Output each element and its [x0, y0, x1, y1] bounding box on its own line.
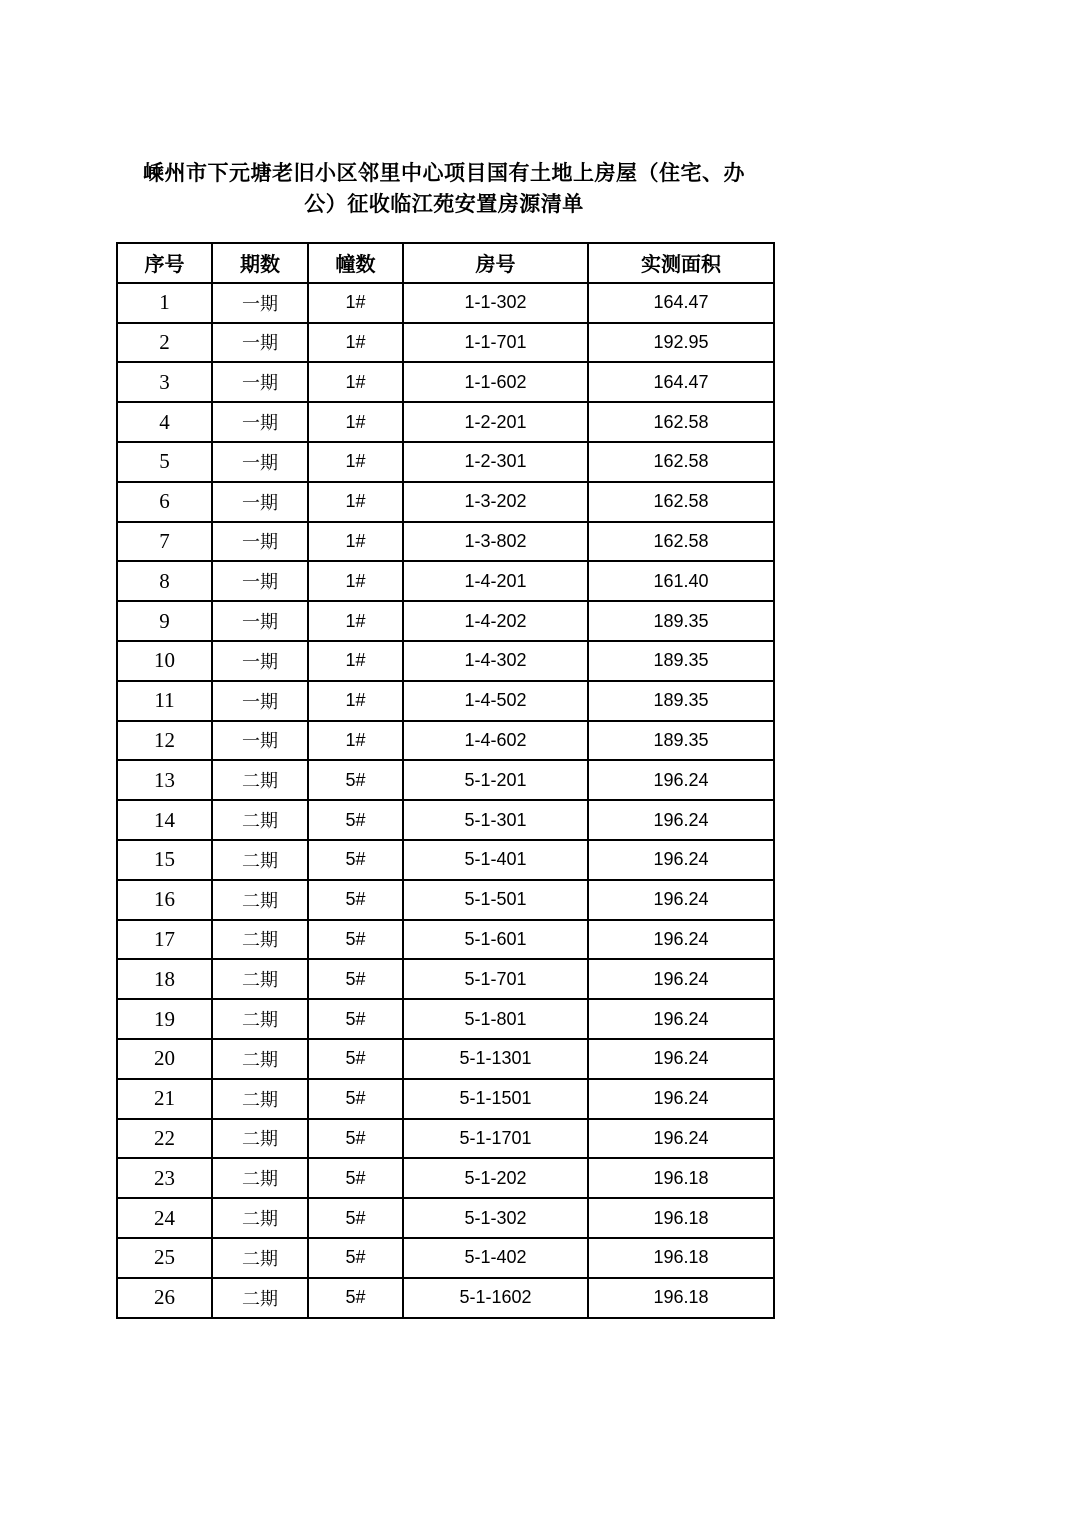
cell-seq: 21	[117, 1079, 212, 1119]
cell-room: 5-1-501	[403, 880, 588, 920]
table-row	[117, 880, 774, 920]
cell-phase: 二期	[212, 1238, 308, 1278]
cell-phase: 一期	[212, 362, 308, 402]
header-building: 幢数	[308, 243, 403, 283]
cell-seq: 15	[117, 840, 212, 880]
cell-area: 196.24	[588, 1039, 774, 1079]
cell-building: 5#	[308, 999, 403, 1039]
cell-building: 1#	[308, 362, 403, 402]
cell-seq: 4	[117, 402, 212, 442]
cell-seq: 1	[117, 283, 212, 323]
table-header	[117, 243, 774, 283]
table-row	[117, 641, 774, 681]
table-row	[117, 760, 774, 800]
cell-area: 196.18	[588, 1158, 774, 1198]
table-row	[117, 840, 774, 880]
cell-room: 5-1-402	[403, 1238, 588, 1278]
cell-area: 189.35	[588, 681, 774, 721]
cell-seq: 25	[117, 1238, 212, 1278]
table-row	[117, 561, 774, 601]
table-row	[117, 323, 774, 363]
cell-phase: 一期	[212, 283, 308, 323]
cell-room: 1-4-602	[403, 721, 588, 761]
cell-building: 5#	[308, 959, 403, 999]
cell-area: 162.58	[588, 522, 774, 562]
cell-phase: 二期	[212, 920, 308, 960]
cell-seq: 9	[117, 601, 212, 641]
cell-area: 162.58	[588, 402, 774, 442]
cell-building: 1#	[308, 601, 403, 641]
cell-room: 5-1-301	[403, 800, 588, 840]
header-row	[117, 243, 774, 283]
cell-building: 5#	[308, 800, 403, 840]
cell-building: 1#	[308, 402, 403, 442]
cell-phase: 一期	[212, 323, 308, 363]
cell-room: 5-1-1301	[403, 1039, 588, 1079]
cell-seq: 17	[117, 920, 212, 960]
table-row	[117, 283, 774, 323]
cell-seq: 3	[117, 362, 212, 402]
cell-phase: 二期	[212, 880, 308, 920]
cell-area: 189.35	[588, 641, 774, 681]
table-row	[117, 362, 774, 402]
table-row	[117, 1119, 774, 1159]
cell-room: 5-1-401	[403, 840, 588, 880]
header-area: 实测面积	[588, 243, 774, 283]
cell-room: 1-2-201	[403, 402, 588, 442]
cell-phase: 一期	[212, 721, 308, 761]
cell-area: 196.24	[588, 999, 774, 1039]
cell-phase: 二期	[212, 1278, 308, 1318]
cell-room: 5-1-701	[403, 959, 588, 999]
title-line-2: 公）征收临江苑安置房源清单	[304, 192, 584, 216]
cell-area: 189.35	[588, 721, 774, 761]
cell-area: 196.18	[588, 1238, 774, 1278]
cell-seq: 20	[117, 1039, 212, 1079]
cell-building: 1#	[308, 561, 403, 601]
cell-phase: 一期	[212, 522, 308, 562]
document-title	[116, 158, 772, 220]
cell-seq: 10	[117, 641, 212, 681]
table-row	[117, 1278, 774, 1318]
housing-list-table	[116, 242, 775, 1319]
cell-building: 5#	[308, 1158, 403, 1198]
cell-phase: 二期	[212, 1079, 308, 1119]
cell-seq: 7	[117, 522, 212, 562]
cell-seq: 8	[117, 561, 212, 601]
cell-building: 5#	[308, 1039, 403, 1079]
cell-building: 1#	[308, 323, 403, 363]
cell-building: 5#	[308, 840, 403, 880]
cell-building: 1#	[308, 283, 403, 323]
cell-seq: 16	[117, 880, 212, 920]
cell-room: 1-4-202	[403, 601, 588, 641]
table-row	[117, 1158, 774, 1198]
title-line-1: 嵊州市下元塘老旧小区邻里中心项目国有土地上房屋（住宅、办	[143, 161, 745, 185]
cell-room: 1-4-502	[403, 681, 588, 721]
cell-phase: 一期	[212, 601, 308, 641]
table-row	[117, 601, 774, 641]
cell-area: 196.24	[588, 880, 774, 920]
cell-phase: 一期	[212, 442, 308, 482]
table-row	[117, 721, 774, 761]
cell-phase: 二期	[212, 959, 308, 999]
cell-seq: 11	[117, 681, 212, 721]
cell-building: 1#	[308, 522, 403, 562]
cell-area: 162.58	[588, 442, 774, 482]
table-row	[117, 800, 774, 840]
cell-seq: 6	[117, 482, 212, 522]
cell-area: 189.35	[588, 601, 774, 641]
table-body	[117, 283, 774, 1318]
cell-phase: 一期	[212, 561, 308, 601]
cell-building: 1#	[308, 482, 403, 522]
cell-area: 196.24	[588, 1119, 774, 1159]
cell-seq: 5	[117, 442, 212, 482]
cell-room: 5-1-1501	[403, 1079, 588, 1119]
cell-seq: 19	[117, 999, 212, 1039]
cell-room: 5-1-201	[403, 760, 588, 800]
cell-area: 196.24	[588, 1079, 774, 1119]
cell-room: 1-4-201	[403, 561, 588, 601]
cell-building: 5#	[308, 880, 403, 920]
cell-building: 1#	[308, 721, 403, 761]
cell-area: 196.18	[588, 1198, 774, 1238]
cell-building: 5#	[308, 1119, 403, 1159]
table-row	[117, 681, 774, 721]
cell-room: 5-1-202	[403, 1158, 588, 1198]
cell-building: 5#	[308, 1238, 403, 1278]
cell-building: 1#	[308, 681, 403, 721]
table-row	[117, 1039, 774, 1079]
table-row	[117, 522, 774, 562]
cell-building: 1#	[308, 442, 403, 482]
cell-phase: 二期	[212, 760, 308, 800]
header-room: 房号	[403, 243, 588, 283]
cell-room: 5-1-1701	[403, 1119, 588, 1159]
cell-area: 196.24	[588, 840, 774, 880]
cell-room: 1-2-301	[403, 442, 588, 482]
cell-phase: 二期	[212, 1158, 308, 1198]
cell-phase: 二期	[212, 1039, 308, 1079]
cell-phase: 一期	[212, 402, 308, 442]
header-phase: 期数	[212, 243, 308, 283]
cell-seq: 26	[117, 1278, 212, 1318]
table-row	[117, 999, 774, 1039]
cell-area: 196.18	[588, 1278, 774, 1318]
cell-area: 196.24	[588, 760, 774, 800]
cell-building: 5#	[308, 1278, 403, 1318]
table-row	[117, 402, 774, 442]
table-row	[117, 920, 774, 960]
cell-seq: 13	[117, 760, 212, 800]
cell-area: 196.24	[588, 920, 774, 960]
cell-phase: 二期	[212, 840, 308, 880]
table-row	[117, 1238, 774, 1278]
cell-phase: 二期	[212, 1119, 308, 1159]
cell-room: 5-1-801	[403, 999, 588, 1039]
cell-phase: 二期	[212, 999, 308, 1039]
cell-seq: 12	[117, 721, 212, 761]
cell-area: 161.40	[588, 561, 774, 601]
table-row	[117, 1198, 774, 1238]
cell-room: 1-1-302	[403, 283, 588, 323]
header-seq: 序号	[117, 243, 212, 283]
cell-area: 196.24	[588, 959, 774, 999]
cell-seq: 24	[117, 1198, 212, 1238]
table-row	[117, 482, 774, 522]
cell-room: 5-1-601	[403, 920, 588, 960]
cell-area: 196.24	[588, 800, 774, 840]
cell-seq: 2	[117, 323, 212, 363]
table-row	[117, 959, 774, 999]
cell-phase: 二期	[212, 800, 308, 840]
cell-area: 164.47	[588, 283, 774, 323]
cell-room: 5-1-302	[403, 1198, 588, 1238]
cell-seq: 22	[117, 1119, 212, 1159]
cell-seq: 23	[117, 1158, 212, 1198]
table-row	[117, 1079, 774, 1119]
cell-phase: 二期	[212, 1198, 308, 1238]
cell-phase: 一期	[212, 482, 308, 522]
cell-building: 5#	[308, 1079, 403, 1119]
cell-seq: 14	[117, 800, 212, 840]
cell-building: 1#	[308, 641, 403, 681]
cell-building: 5#	[308, 760, 403, 800]
cell-area: 162.58	[588, 482, 774, 522]
cell-phase: 一期	[212, 681, 308, 721]
table-row	[117, 442, 774, 482]
cell-building: 5#	[308, 920, 403, 960]
cell-room: 1-1-701	[403, 323, 588, 363]
cell-seq: 18	[117, 959, 212, 999]
cell-building: 5#	[308, 1198, 403, 1238]
cell-phase: 一期	[212, 641, 308, 681]
cell-room: 1-3-802	[403, 522, 588, 562]
cell-area: 164.47	[588, 362, 774, 402]
cell-room: 1-1-602	[403, 362, 588, 402]
cell-room: 1-4-302	[403, 641, 588, 681]
cell-room: 1-3-202	[403, 482, 588, 522]
cell-room: 5-1-1602	[403, 1278, 588, 1318]
cell-area: 192.95	[588, 323, 774, 363]
